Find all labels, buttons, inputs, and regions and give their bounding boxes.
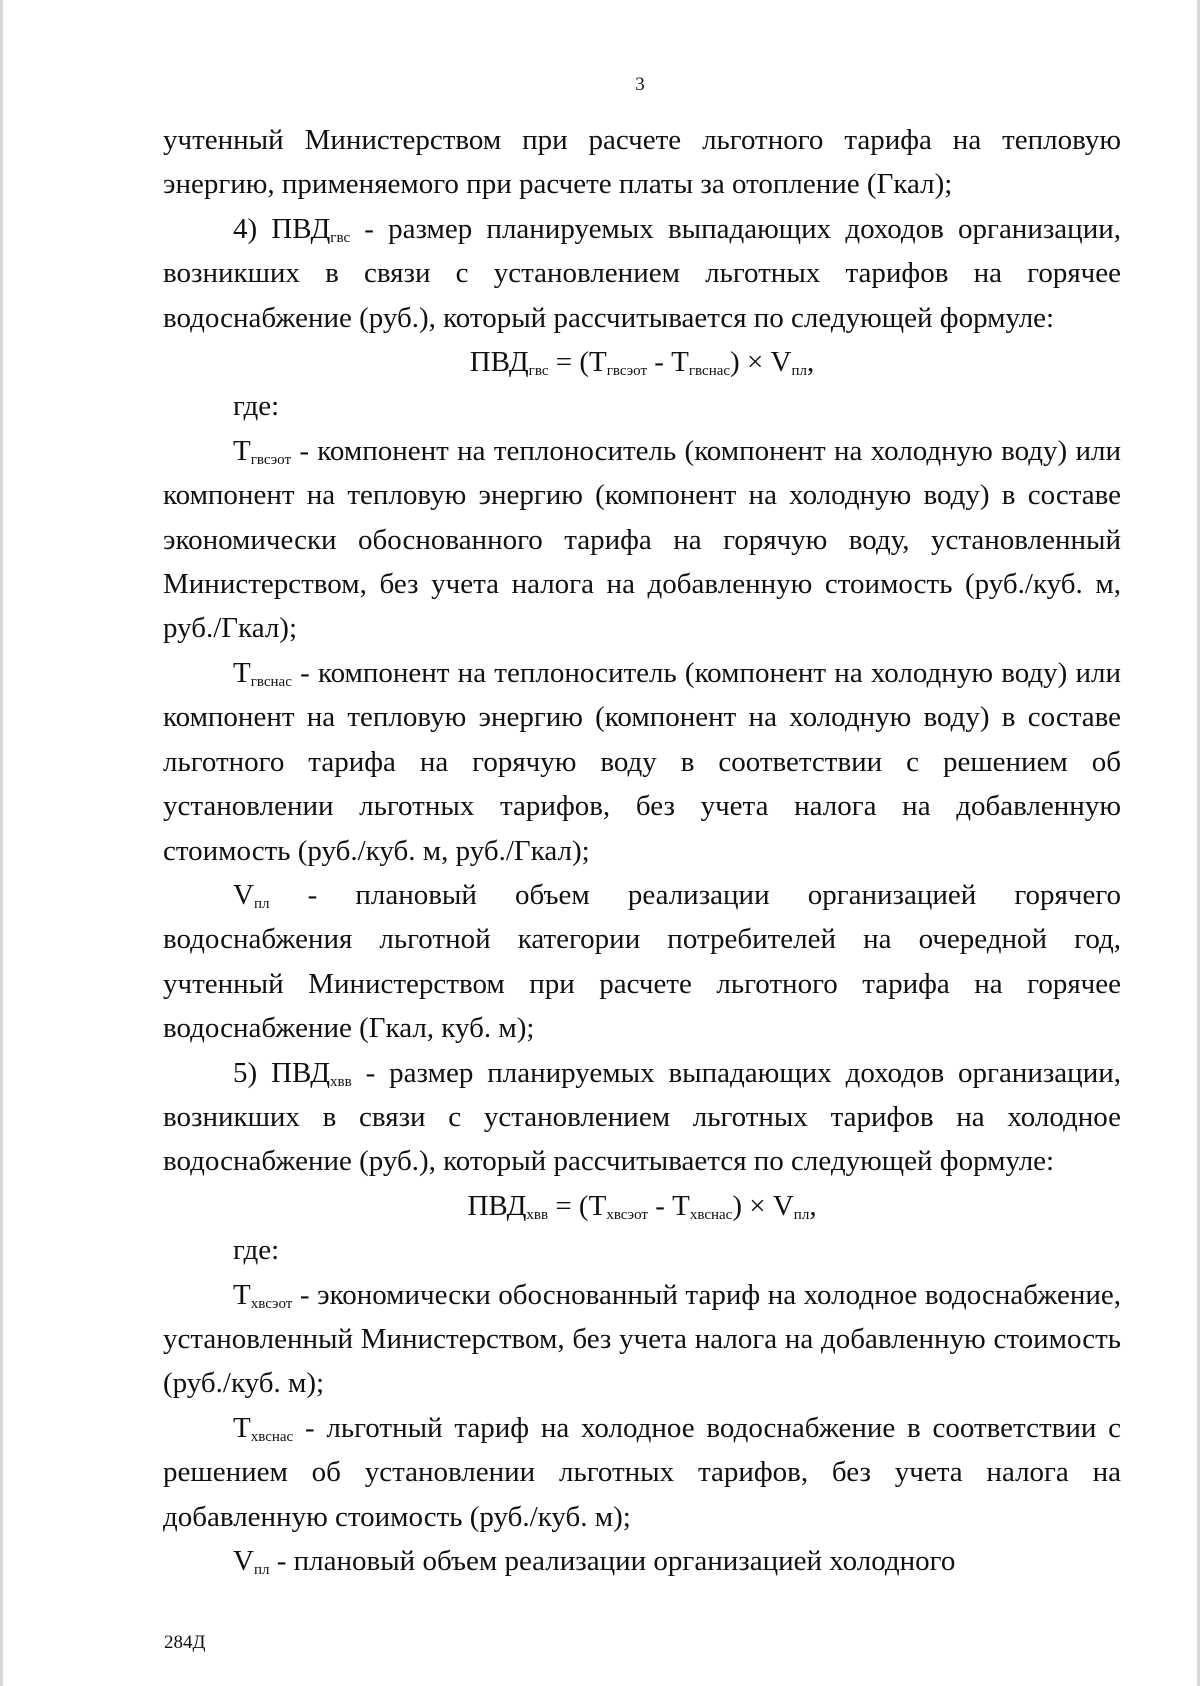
formula-1-times: ) × V [730, 346, 792, 379]
definition-v-pl-cold [163, 1539, 1121, 1583]
where-label-1: где: [233, 390, 280, 423]
formula-2-t2-subscript: хвснас [689, 1206, 733, 1223]
item-5-text: - размер планируемых выпадающих доходов организации, возникших в связи с установлением льготных тарифов на холодное водоснабжение (руб.), который рассчитывается по следующей формуле: [163, 1056, 1121, 1178]
formula-2-v-subscript: пл [793, 1206, 810, 1223]
def-v-pl-hot-text: - плановый объем реализации организацией горячего водоснабжения льготной категории потребителей на очередной год, учтенный Министерством при расчете льготного тарифа на горячее водоснабжение (Гкал, куб. м); [163, 878, 1121, 1045]
item-4-lead-subscript: гвс [330, 229, 351, 246]
formula-1-v-subscript: пл [791, 363, 808, 380]
definition-t-gvsnas [163, 651, 1121, 873]
formula-2-minus: - Т [647, 1189, 690, 1222]
formula-1-t2-subscript: гвснас [688, 363, 731, 380]
def-t-gvseot-text: - компонент на теплоноситель (компонент на холодную воду) или компонент на тепловую энергию (компонент на холодную воду) в составе экономически обоснованного тарифа на горячую воду, установленный Министерством, без учета налога на добавленную стоимость (руб./куб. м, руб./Гкал); [163, 434, 1121, 645]
def-t-hvseot-symbol: Т [233, 1278, 251, 1311]
definition-v-pl-hot [163, 873, 1121, 1051]
def-t-gvsnas-symbol: Т [233, 656, 251, 689]
formula-pvd-gvs [163, 340, 1121, 384]
paragraph-item-5 [163, 1051, 1121, 1184]
formula-2-times: ) × V [732, 1189, 794, 1222]
definition-t-hvseot [163, 1273, 1121, 1406]
formula-1-eq: = (Т [548, 346, 607, 379]
def-t-gvsnas-subscript: гвснас [250, 673, 292, 690]
document-code: 284Д [164, 1632, 206, 1653]
formula-1-minus: - Т [647, 346, 689, 379]
formula-2-lhs-subscript: хвв [526, 1206, 549, 1223]
paragraph-continuation: учтенный Министерством при расчете льготного тарифа на тепловую энергию, применяемого при расчете платы за отопление (Гкал); [163, 124, 1121, 201]
def-t-hvsnas-subscript: хвснас [250, 1428, 294, 1445]
paragraph-item-4 [163, 207, 1121, 340]
page-number: 3 [635, 74, 645, 95]
def-t-hvsnas-symbol: Т [233, 1411, 251, 1444]
def-t-gvseot-subscript: гвсэот [250, 451, 292, 468]
def-t-hvsnas-text: - льготный тариф на холодное водоснабжение в соответствии с решением об установлении льготных тарифов, без учета налога на добавленную стоимость (руб./куб. м); [163, 1411, 1121, 1533]
document-body [163, 118, 1121, 1583]
item-5-lead: 5) ПВД [233, 1056, 331, 1089]
formula-1-lhs-subscript: гвс [528, 363, 549, 380]
formula-1-lhs: ПВД [469, 346, 529, 379]
item-4-text: - размер планируемых выпадающих доходов организации, возникших в связи с установлением льготных тарифов на горячее водоснабжение (руб.), который рассчитывается по следующей формуле: [163, 212, 1121, 334]
def-v-pl-hot-symbol: V [233, 878, 254, 911]
formula-2-tail: , [809, 1189, 817, 1222]
definition-t-hvsnas [163, 1406, 1121, 1539]
def-v-pl-cold-symbol: V [233, 1545, 254, 1577]
formula-2-lhs: ПВД [467, 1189, 527, 1222]
def-t-hvseot-subscript: хвсэот [250, 1295, 293, 1312]
item-4-lead: 4) ПВД [233, 212, 331, 245]
def-v-pl-hot-subscript: пл [253, 895, 270, 912]
definition-t-gvseot [163, 429, 1121, 651]
formula-2-t1-subscript: хвсэот [606, 1206, 648, 1223]
def-t-hvseot-text: - экономически обоснованный тариф на холодное водоснабжение, установленный Министерством, без учета налога на добавленную стоимость (руб./куб. м); [163, 1278, 1121, 1400]
def-v-pl-cold-text: - плановый объем реализации организацией холодного [269, 1545, 956, 1577]
formula-1-tail: , [807, 346, 815, 379]
item-5-lead-subscript: хвв [330, 1073, 352, 1090]
formula-pvd-hvv [163, 1184, 1121, 1228]
formula-2-eq: = (Т [548, 1189, 607, 1222]
def-t-gvsnas-text: - компонент на теплоноситель (компонент на холодную воду) или компонент на тепловую энергию (компонент на холодную воду) в составе льготного тарифа на горячую воду в соответствии с решением об установлении льготных тарифов, без учета налога на добавленную стоимость (руб./куб. м, руб./Гкал); [163, 656, 1121, 867]
def-t-gvseot-symbol: Т [233, 434, 251, 467]
def-v-pl-cold-subscript: пл [253, 1562, 270, 1578]
scan-edge-left [0, 0, 3, 1686]
formula-1-t1-subscript: гвсэот [606, 363, 648, 380]
where-label-2: где: [233, 1234, 280, 1267]
